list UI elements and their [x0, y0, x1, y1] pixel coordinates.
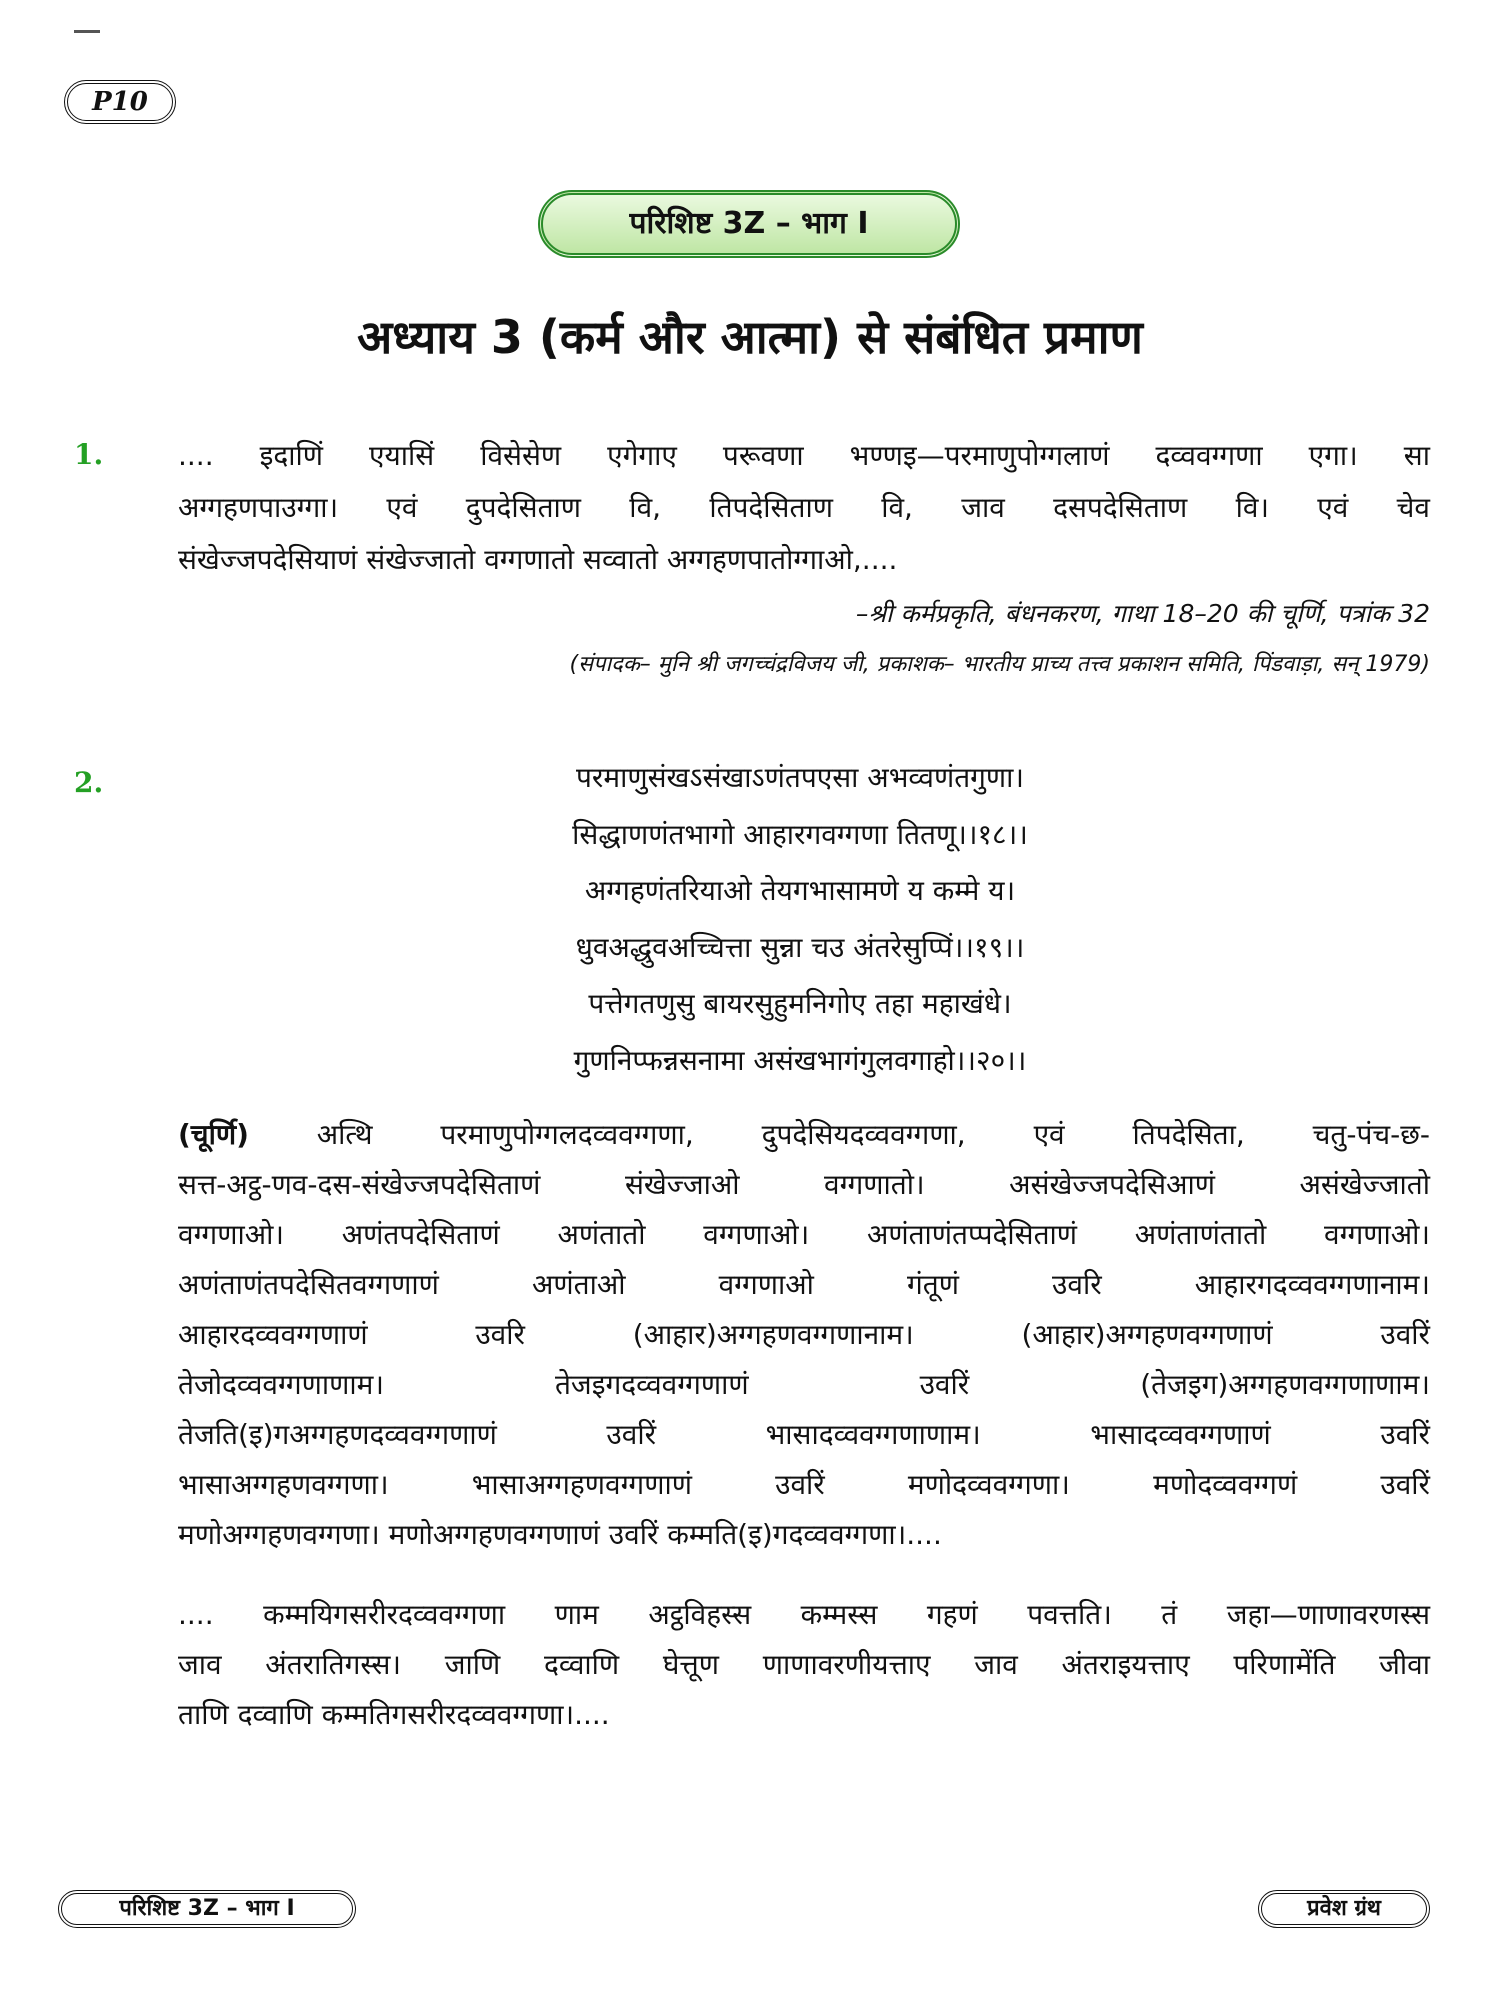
closing-line: जाव अंतरातिगस्स। जाणि दव्वाणि घेत्तूण णाणावरणीयत्ताए जाव अंतराइयत्ताए परिणामेंति जीवा	[178, 1648, 1430, 1681]
verse-line: परमाणुसंखऽसंखाऽणंतपएसा अभव्वणंतगुणा।	[575, 761, 1025, 794]
closing-line: .... कम्मयिगसरीरदव्ववग्गणा णाम अट्ठविहस्स कम्मस्स गहणं पवत्तति। तं जहा—णाणावरणस्स	[178, 1598, 1430, 1631]
entry-1-line: अग्गहणपाउग्गा। एवं दुपदेसिताण वि, तिपदेसिताण वि, जाव दसपदेसिताण वि। एवं चेव	[178, 491, 1430, 524]
churni-line: तेजोदव्ववग्गणाणाम। तेजइगदव्ववग्गणाणं उवरिं (तेजइग)अग्गहणवग्गणाणाम।	[178, 1368, 1430, 1401]
churni-line: तेजति(इ)गअग्गहणदव्ववग्गणाणं उवरिं भासादव्ववग्गणाणाम। भासादव्ववग्गणाणं उवरिं	[178, 1418, 1430, 1451]
churni-line: अणंताणंतपदेसितवग्गणाणं अणंताओ वग्गणाओ गंतूणं उवरि आहारगदव्ववग्गणानाम।	[178, 1268, 1430, 1301]
verse-line: गुणनिप्फन्नसनामा असंखभागंगुलवगाहो।।२०।।	[573, 1043, 1027, 1077]
churni-line: (चूर्णि) अत्थि परमाणुपोग्गलदव्ववग्गणा, दुपदेसियदव्ववग्गणा, एवं तिपदेसिता, चतु-पंच-छ-	[178, 1118, 1430, 1151]
footer-book-label: प्रवेश ग्रंथ	[1258, 1890, 1430, 1928]
verse-line: पत्तेगतणुसु बायरसुहुमनिगोए तहा महाखंधे।	[588, 987, 1012, 1020]
churni-line: वग्गणाओ। अणंतपदेसिताणं अणंतातो वग्गणाओ। अणंताणंतप्पदेसिताणं अणंताणंतातो वग्गणाओ।	[178, 1218, 1430, 1251]
churni-line: आहारदव्ववग्गणाणं उवरि (आहार)अग्गहणवग्गणानाम। (आहार)अग्गहणवग्गणाणं उवरिं	[178, 1318, 1430, 1351]
verse-block	[200, 750, 1400, 1089]
churni-commentary	[178, 1110, 1430, 1560]
closing-paragraph	[178, 1590, 1430, 1740]
page-number-tag: P10	[64, 80, 176, 124]
churni-label: (चूर्णि)	[178, 1118, 249, 1151]
entry-number-2: 2.	[74, 766, 104, 799]
chapter-title: अध्याय 3 (कर्म और आत्मा) से संबंधित प्रमाण	[357, 310, 1143, 364]
closing-line: ताणि दव्वाणि कम्मतिगसरीरदव्ववग्गणा।....	[178, 1698, 610, 1731]
churni-line: मणोअग्गहणवग्गणा। मणोअग्गहणवग्गणाणं उवरिं कम्मति(इ)गदव्ववग्गणा।....	[178, 1518, 942, 1551]
entry-1-line: संखेज्जपदेसियाणं संखेज्जातो वग्गणातो सव्वातो अग्गहणपातोग्गाओ,....	[178, 543, 898, 576]
publication-details: (संपादक– मुनि श्री जगच्चंद्रविजय जी, प्रकाशक– भारतीय प्राच्य तत्त्व प्रकाशन समिति, पिंडवाड़ा, सन् 1979)	[569, 652, 1430, 677]
verse-line: धुवअद्धुवअच्चित्ता सुन्ना चउ अंतरेसुप्पिं।।१९।।	[575, 930, 1025, 964]
verse-line: सिद्धाणणंतभागो आहारगवग्गणा तितणू।।१८।।	[572, 817, 1028, 851]
entry-1-text	[178, 430, 1430, 586]
entry-1-line: .... इदाणिं एयासिं विसेसेण एगेगाए परूवणा भण्णइ—परमाणुपोग्गलाणं दव्ववग्गणा एगा। सा	[178, 439, 1430, 472]
churni-line: भासाअग्गहणवग्गणा। भासाअग्गहणवग्गणाणं उवरिं मणोदव्ववग्गणा। मणोदव्ववग्गणं उवरिं	[178, 1468, 1430, 1501]
scan-mark	[74, 30, 100, 33]
citation: –श्री कर्मप्रकृति, बंधनकरण, गाथा 18–20 की चूर्णि, पत्रांक 32	[855, 599, 1430, 628]
churni-line: सत्त-अट्ठ-णव-दस-संखेज्जपदेसिताणं संखेज्जाओ वग्गणातो। असंखेज्जपदेसिआणं असंखेज्जातो	[178, 1168, 1430, 1201]
entry-number-1: 1.	[74, 438, 104, 471]
section-badge: परिशिष्ट 3Z – भाग I	[538, 190, 960, 258]
verse-line: अग्गहणंतरियाओ तेयगभासामणे य कम्मे य।	[584, 874, 1016, 907]
footer-section-label: परिशिष्ट 3Z – भाग I	[58, 1890, 356, 1928]
